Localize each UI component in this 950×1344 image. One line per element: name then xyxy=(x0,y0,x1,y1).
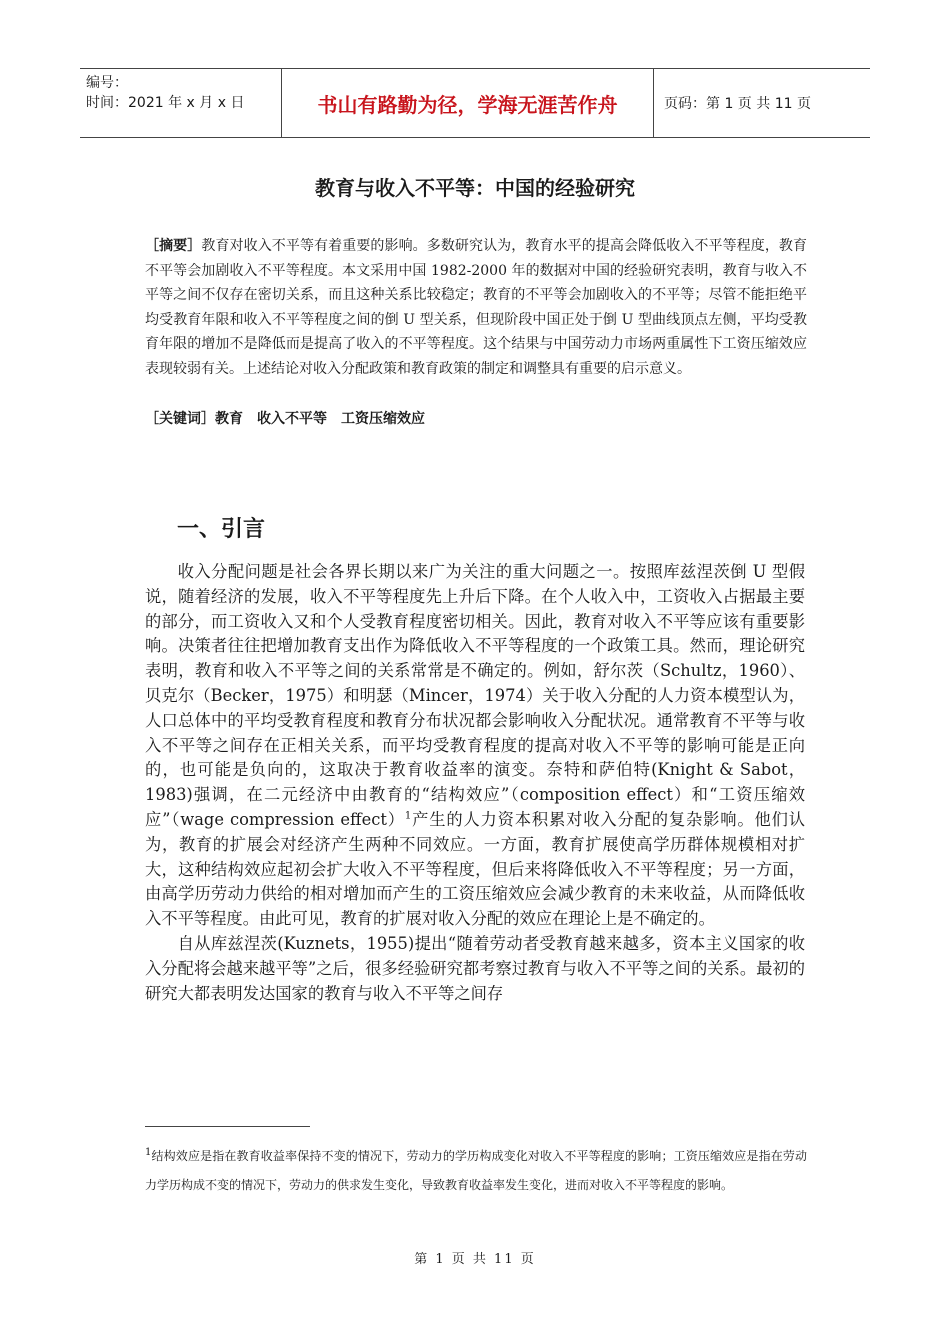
footnote-mark: 1 xyxy=(145,1147,152,1158)
page-number: 第 1 页 共 11 页 xyxy=(414,1252,536,1267)
abstract-label: ［摘要］ xyxy=(145,238,202,254)
paragraph xyxy=(145,932,805,1006)
document-title: 教育与收入不平等：中国的经验研究 xyxy=(315,176,635,200)
paragraph-text: 自从库兹涅茨(Kuznets，1955)提出“随着劳动者受教育越来越多，资本主义国家的收入分配将会越来越平等”之后，很多经验研究都考察过教育与收入不平等之间的关系。最初的研究大都表明发达国家的教育与收入不平等之间存 xyxy=(145,933,805,1003)
abstract xyxy=(145,234,807,381)
page-header xyxy=(80,68,870,138)
keywords xyxy=(145,408,807,428)
keyword-item: 工资压缩效应 xyxy=(341,411,425,427)
footnote-divider xyxy=(145,1126,310,1127)
paragraph-text: 产生的人力资本积累对收入分配的复杂影响。他们认为，教育的扩展会对经济产生两种不同效应。一方面，教育扩展使高学历群体规模相对扩大，这种结构效应起初会扩大收入不平等程度，但后来将降低收入不平等程度；另一方面，由高学历劳动力供给的相对增加而产生的工资压缩效应会减少教育的未来收益，从而降低收入不平等程度。由此可见，教育的扩展对收入分配的效应在理论上是不确定的。 xyxy=(145,809,805,929)
abstract-text: 教育对收入不平等有着重要的影响。多数研究认为，教育水平的提高会降低收入不平等程度，教育不平等会加剧收入不平等程度。本文采用中国 1982-2000 年的数据对中国的经验研究表明，教育与收入不平等之间不仅存在密切关系，而且这种关系比较稳定；教育的不平等会加剧收入的不平等；尽管不能拒绝平均受教育年限和收入不平等程度之间的倒 U 型关系，但现阶段中国正处于倒 U 型曲线顶点左侧，平均受教育年限的增加不是降低而是提高了收入的不平等程度。这个结果与中国劳动力市场两重属性下工资压缩效应表现较弱有关。上述结论对收入分配政策和教育政策的制定和调整具有重要的启示意义。 xyxy=(145,238,808,377)
header-page-info: 页码：第 1 页 共 11 页 xyxy=(664,96,811,112)
paragraph xyxy=(145,560,805,932)
keyword-item: 收入不平等 xyxy=(257,411,327,427)
section-heading: 一、引言 xyxy=(177,517,266,542)
keywords-label: ［关键词］ xyxy=(145,411,215,427)
body-text xyxy=(145,560,805,1006)
keyword-item: 教育 xyxy=(215,411,243,427)
header-meta-cell xyxy=(80,69,282,137)
paragraph-text: 收入分配问题是社会各界长期以来广为关注的重大问题之一。按照库兹涅茨倒 U 型假说，随着经济的发展，收入不平等程度先上升后下降。在个人收入中，工资收入占据最主要的部分，而工资收入又和个人受教育程度密切相关。因此，教育对收入不平等应该有重要影响。决策者往往把增加教育支出作为降低收入不平等程度的一个政策工具。然而，理论研究表明，教育和收入不平等之间的关系常常是不确定的。例如，舒尔茨（Schultz，1960）、贝克尔（Becker，1975）和明瑟（Mincer，1974）关于收入分配的人力资本模型认为，人口总体中的平均受教育程度和教育分布状况都会影响收入分配状况。通常教育不平等与收入不平等之间存在正相关关系，而平均受教育程度的提高对收入不平等的影响可能是正向的，也可能是负向的，这取决于教育收益率的演变。奈特和萨伯特(Knight & Sabot，1983)强调，在二元经济中由教育的“结构效应”（composition effect）和“工资压缩效应”（wage compression effect） xyxy=(145,562,805,829)
date-label: 时间：2021 年 x 月 x 日 xyxy=(86,95,245,111)
header-motto: 书山有路勤为径，学海无涯苦作舟 xyxy=(282,69,654,137)
footnote-text: 结构效应是指在教育收益率保持不变的情况下，劳动力的学历构成变化对收入不平等程度的影响；工资压缩效应是指在劳动力学历构成不变的情况下，劳动力的供求发生变化，导致教育收益率发生变化，进而对收入不平等程度的影响。 xyxy=(145,1149,807,1192)
footnote-ref[interactable]: 1 xyxy=(404,810,412,822)
code-label: 编号： xyxy=(86,75,128,91)
footnote xyxy=(145,1142,807,1200)
